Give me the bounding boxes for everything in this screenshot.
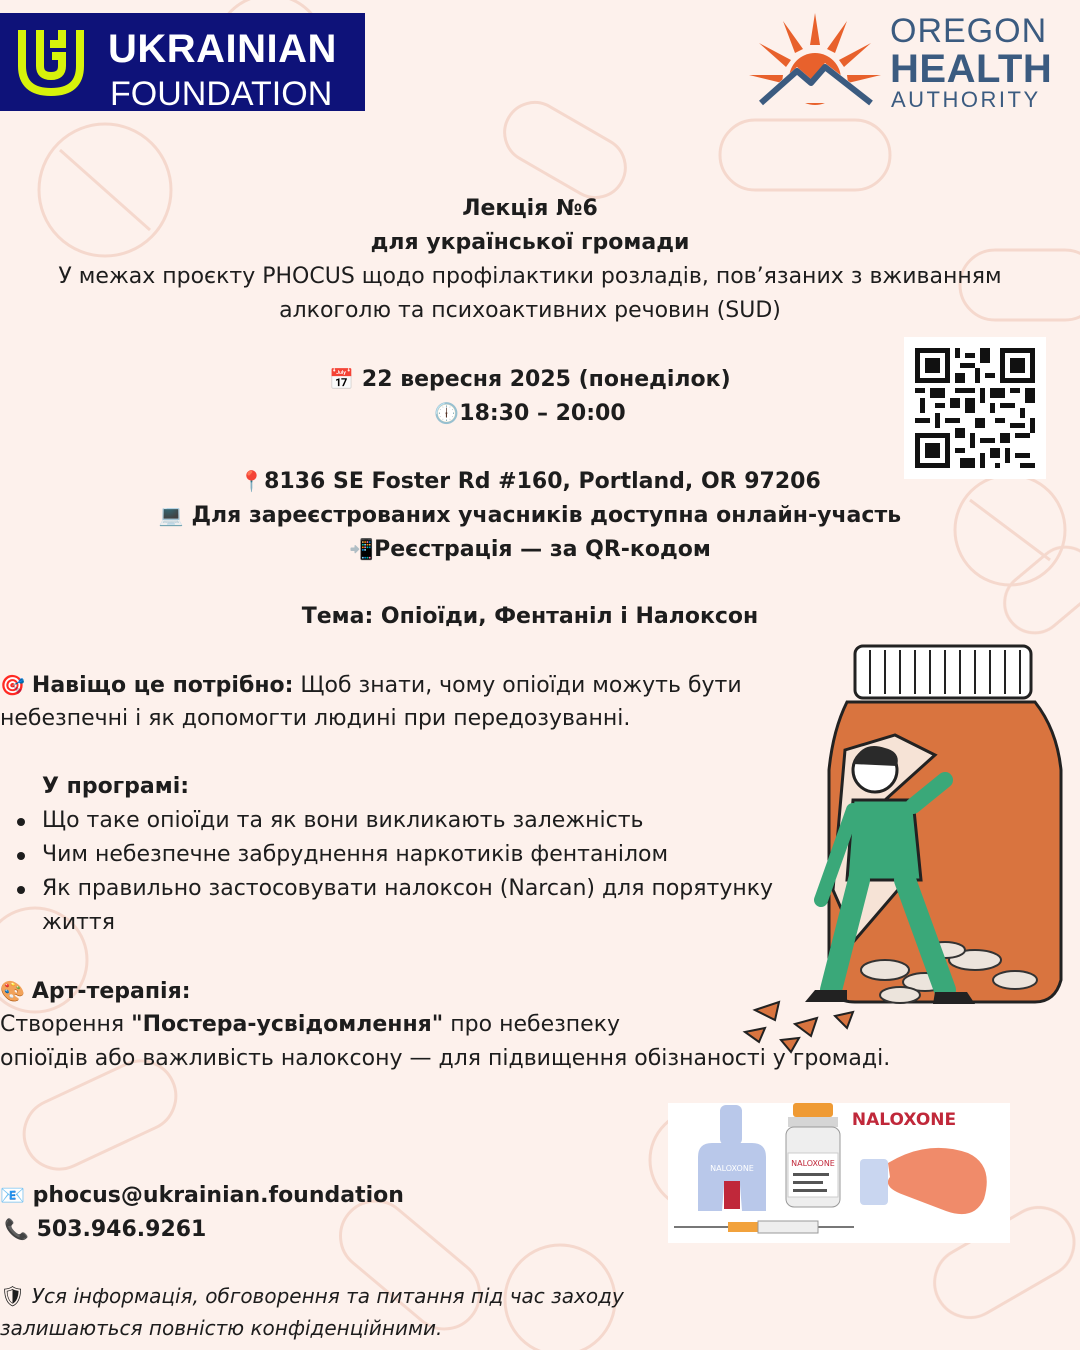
qr-code-icon bbox=[915, 348, 1035, 468]
art-therapy-line1 bbox=[0, 1008, 620, 1042]
oregon-health-authority-logo bbox=[745, 5, 1070, 110]
purpose-line1 bbox=[0, 668, 742, 703]
program-item-continuation: життя bbox=[42, 910, 115, 935]
project-description-line2: алкоголю та психоактивних речовин (SUD) bbox=[279, 298, 781, 323]
event-time-text: 18:30 – 20:00 bbox=[459, 401, 626, 426]
art-therapy-heading bbox=[0, 974, 191, 1009]
phone-arrow-icon: 📲 bbox=[349, 537, 375, 561]
calendar-icon: 📅 bbox=[329, 367, 355, 391]
oha-sun-mountain-icon bbox=[745, 5, 885, 110]
shield-icon: 🛡 bbox=[0, 1284, 26, 1308]
list-item: Як правильно застосовувати налоксон (Narcan) для порятунку bbox=[0, 872, 820, 906]
program-heading: У програмі: bbox=[42, 774, 190, 799]
uf-monogram-icon bbox=[16, 26, 86, 98]
naloxone-image bbox=[668, 1103, 1010, 1243]
purpose-text-line1: Щоб знати, чому опіоїди можуть бути bbox=[293, 673, 742, 698]
project-description-line1: У межах проєкту PHOCUS щодо профілактики розладів, пов’язаних з вживанням bbox=[58, 264, 1002, 289]
lecture-title: Лекція №6 bbox=[462, 196, 598, 221]
naloxone-title: NALOXONE bbox=[851, 1110, 957, 1130]
registration-info bbox=[0, 532, 1060, 567]
event-address bbox=[0, 464, 1060, 499]
laptop-icon: 💻 bbox=[158, 503, 184, 527]
event-date bbox=[0, 362, 1060, 397]
palette-icon: 🎨 bbox=[0, 979, 25, 1003]
online-participation bbox=[0, 498, 1060, 533]
pin-icon: 📍 bbox=[239, 469, 265, 493]
event-address-text: 8136 SE Foster Rd #160, Portland, OR 97206 bbox=[264, 469, 821, 494]
oha-logo-line3: AUTHORITY bbox=[891, 87, 1041, 112]
online-participation-text: Для зареєстрованих учасників доступна онлайн-участь bbox=[191, 503, 902, 528]
registration-text: Реєстрація — за QR-кодом bbox=[374, 537, 711, 562]
poster-name: "Постера-усвідомлення" bbox=[131, 1012, 444, 1037]
contact-email[interactable] bbox=[0, 1178, 404, 1213]
privacy-note-line2: залишаються повністю конфіденційними. bbox=[0, 1316, 443, 1340]
art-therapy-text-pre: Створення bbox=[0, 1012, 132, 1037]
naloxone-products-icon bbox=[668, 1103, 1010, 1243]
uf-logo-line1: UKRAINIAN bbox=[108, 27, 337, 71]
phone-icon: 📞 bbox=[4, 1217, 29, 1241]
target-icon: 🎯 bbox=[0, 673, 25, 697]
art-therapy-text-post: про небезпеку bbox=[443, 1012, 621, 1037]
lecture-topic: Тема: Опіоїди, Фентаніл і Налоксон bbox=[301, 604, 759, 629]
art-therapy-label: Арт-терапія: bbox=[31, 979, 191, 1004]
spray-label: NALOXONE bbox=[710, 1164, 754, 1173]
event-time bbox=[0, 396, 1060, 431]
program-list bbox=[0, 804, 820, 906]
list-item: Що таке опіоїди та як вони викликають залежність bbox=[0, 804, 820, 838]
art-therapy-line2: опіоїдів або важливість налоксону — для підвищення обізнаності у громаді. bbox=[0, 1046, 891, 1071]
oha-logo-line1: OREGON bbox=[890, 12, 1048, 50]
pill-jar-illustration bbox=[735, 640, 1065, 1060]
phone-text[interactable]: 503.946.9261 bbox=[36, 1217, 207, 1242]
contact-phone[interactable] bbox=[4, 1212, 206, 1247]
ukrainian-foundation-logo bbox=[0, 13, 365, 111]
lecture-audience: для української громади bbox=[370, 230, 690, 255]
email-text[interactable]: phocus@ukrainian.foundation bbox=[32, 1183, 404, 1208]
privacy-note-line1 bbox=[0, 1280, 624, 1312]
purpose-text-line2: небезпечні і як допомогти людині при передозуванні. bbox=[0, 706, 631, 731]
uf-logo-line2: FOUNDATION bbox=[110, 75, 333, 113]
vial-label: NALOXONE bbox=[791, 1159, 835, 1168]
event-date-text: 22 вересня 2025 (понеділок) bbox=[361, 367, 731, 392]
registration-qr-code[interactable] bbox=[904, 337, 1046, 479]
privacy-text-line1: Уся інформація, обговорення та питання під час заходу bbox=[31, 1284, 624, 1308]
clock-icon: 🕕 bbox=[434, 401, 460, 425]
oha-logo-line2: HEALTH bbox=[890, 47, 1053, 91]
list-item: Чим небезпечне забруднення наркотиків фентанілом bbox=[0, 838, 820, 872]
purpose-label: Навіщо це потрібно: bbox=[31, 673, 294, 698]
envelope-icon: 📧 bbox=[0, 1183, 25, 1207]
